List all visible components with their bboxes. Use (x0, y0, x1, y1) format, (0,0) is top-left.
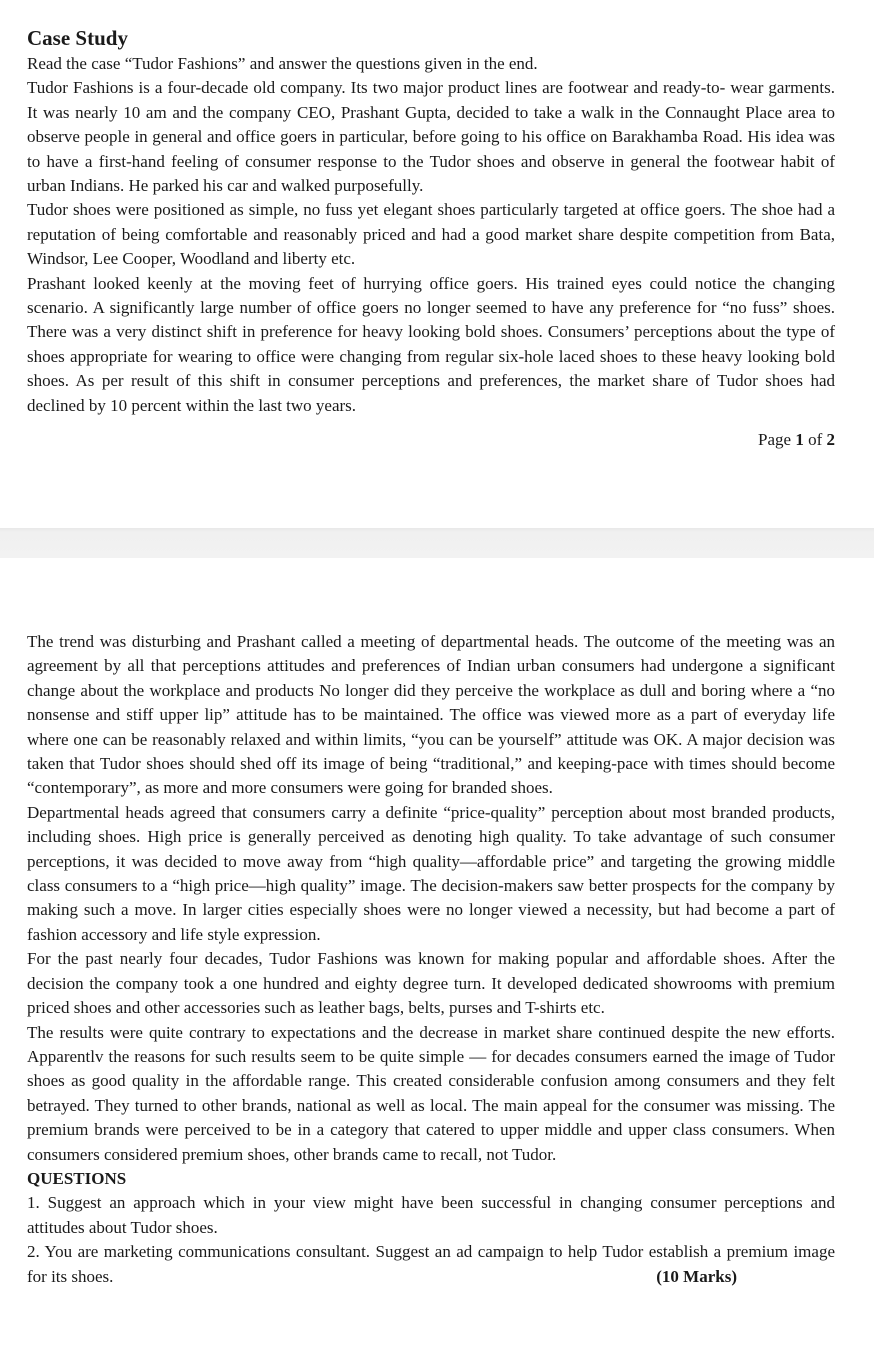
instruction-text: Read the case “Tudor Fashions” and answer the questions given in the end. (27, 54, 538, 73)
paragraph: Tudor shoes were positioned as simple, no fuss yet elegant shoes particularly targeted at office goers. The shoe had a reputation of being comfortable and reasonably priced and had a good market share despite competition from Bata, Windsor, Lee Cooper, Woodland and liberty etc. (27, 200, 835, 269)
question-item (27, 1240, 835, 1289)
page-separator (0, 528, 874, 558)
question-item: 1. Suggest an approach which in your view might have been successful in changing consumer perceptions and attitudes about Tudor shoes. (27, 1193, 835, 1237)
total-pages: 2 (826, 430, 835, 449)
paragraph: Prashant looked keenly at the moving feet of hurrying office goers. His trained eyes could notice the changing scenario. A significantly large number of office goers no longer seemed to have any preference for “no fuss” shoes. There was a very distinct shift in preference for heavy looking bold shoes. Consumers’ perceptions about the type of shoes appropriate for wearing to office were changing from regular six-hole laced shoes to these heavy looking bold shoes. As per result of this shift in consumer perceptions and preferences, the market share of Tudor shoes had declined by 10 percent within the last two years. (27, 273, 835, 415)
marks-label: (10 Marks) (656, 1266, 737, 1286)
current-page: 1 (795, 430, 804, 449)
paragraph: For the past nearly four decades, Tudor Fashions was known for making popular and affordable shoes. After the decision the company took a one hundred and eighty degree turn. It developed dedicated showrooms with premium priced shoes and other accessories such as leather bags, belts, purses and T-shirts etc. (27, 949, 835, 1018)
page-label: Page (758, 430, 796, 449)
questions-heading: QUESTIONS (27, 1168, 127, 1188)
page-number-footer (758, 428, 835, 452)
question-text: 2. You are marketing communications consultant. Suggest an ad campaign to help Tudor establish a premium image for its shoes. (27, 1242, 835, 1286)
of-label: of (803, 430, 827, 449)
page-2-content (27, 630, 835, 1289)
document-title: Case Study (27, 26, 128, 50)
paragraph: The results were quite contrary to expectations and the decrease in market share continued despite the new efforts. Apparentlv the reasons for such results seem to be quite simple — for decades consumers earned the image of Tudor shoes as good quality in the affordable range. This created considerable confusion among consumers and they felt betrayed. They turned to other brands, national as well as local. The main appeal for the consumer was missing. The premium brands were perceived to be in a category that catered to upper middle and upper class consumers. When consumers considered premium shoes, other brands came to recall, not Tudor. (27, 1022, 835, 1164)
page-2 (0, 558, 874, 1356)
paragraph: The trend was disturbing and Prashant called a meeting of departmental heads. The outcome of the meeting was an agreement by all that perceptions attitudes and preferences of Indian urban consumers had undergone a significant change about the workplace and products No longer did they perceive the workplace as dull and boring where a “no nonsense and stiff upper lip” attitude has to be maintained. The office was viewed more as a part of everyday life where one can be reasonably relaxed and within limits, “you can be yourself” attitude was OK. A major decision was taken that Tudor shoes should shed off its image of being “traditional,” and keeping-pace with times should become “contemporary”, as more and more consumers were going for branded shoes. (27, 632, 835, 798)
paragraph: Departmental heads agreed that consumers carry a definite “price-quality” perception about most branded products, including shoes. High price is generally perceived as denoting high quality. To take advantage of such consumer perceptions, it was decided to move away from “high quality—affordable price” and targeting the growing middle class consumers to a “high price—high quality” image. The decision-makers saw better prospects for the company by making such a move. In larger cities especially shoes were no longer viewed a necessity, but had become a part of fashion accessory and life style expression. (27, 802, 835, 944)
paragraph: Tudor Fashions is a four-decade old company. Its two major product lines are footwear and ready-to- wear garments. It was nearly 10 am and the company CEO, Prashant Gupta, decided to take a walk in the Connaught Place area to observe people in general and office goers in particular, before going to his office on Barakhamba Road. His idea was to have a first-hand feeling of consumer response to the Tudor shoes and observe in general the footwear habit of urban Indians. He parked his car and walked purposefully. (27, 78, 835, 196)
page-1-content (27, 24, 835, 418)
page-1 (0, 0, 874, 528)
